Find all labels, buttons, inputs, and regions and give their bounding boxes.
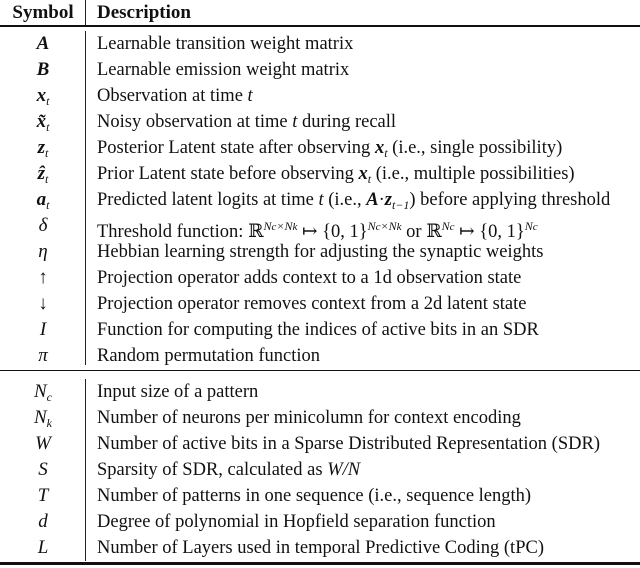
table-row xyxy=(0,291,640,317)
description: Learnable transition weight matrix xyxy=(97,34,354,54)
symbol-T: T xyxy=(37,485,49,506)
symbol-S: S xyxy=(38,459,48,480)
symbol-A: A xyxy=(36,33,50,54)
table-row xyxy=(0,239,640,265)
symbol-N-k: $N_k$ xyxy=(33,407,52,430)
symbol-a-t: $a_t$ xyxy=(36,189,50,212)
header-row xyxy=(0,0,640,26)
table-row xyxy=(0,483,640,509)
symbol-I: I xyxy=(39,319,47,340)
description: Projection operator adds context to a 1d observation state xyxy=(97,268,522,288)
description: Posterior Latent state after observing $x_t$ (i.e., single possibility) xyxy=(97,138,563,160)
description: Degree of polynomial in Hopfield separation function xyxy=(97,512,496,532)
description: Predicted latent logits at time t (i.e., $A\cdot z_{t-1}$) before applying threshold xyxy=(97,190,611,212)
table-row xyxy=(0,109,640,135)
description: Number of neurons per minicolumn for context encoding xyxy=(97,408,521,428)
symbol-pi: π xyxy=(38,345,48,366)
table-row xyxy=(0,187,640,213)
table-row xyxy=(0,135,640,161)
description: Threshold function: ℝ$^{Nc\times Nk}$ ↦ {0, 1}$^{Nc\times Nk}$ or ℝ$^{Nc}$ ↦ {0, 1}$^{Nc}$ xyxy=(97,219,538,242)
description: Number of Layers used in temporal Predictive Coding (tPC) xyxy=(97,538,544,558)
description: Random permutation function xyxy=(97,346,320,366)
header-rule xyxy=(0,25,640,27)
symbol-L: L xyxy=(37,537,49,558)
table-row xyxy=(0,213,640,242)
table-row xyxy=(0,509,640,535)
mid-rule xyxy=(0,370,640,371)
description: Prior Latent state before observing $x_t$ (i.e., multiple possibilities) xyxy=(97,164,575,186)
description: Observation at time t xyxy=(97,86,253,106)
bottom-rule xyxy=(0,562,640,565)
table-row xyxy=(0,431,640,457)
description: Input size of a pattern xyxy=(97,382,259,402)
symbol-z-t: $z_t$ xyxy=(37,137,49,160)
symbol-eta: η xyxy=(38,241,48,262)
table-row xyxy=(0,265,640,291)
table-row xyxy=(0,405,640,431)
symbol-delta: δ xyxy=(38,215,48,236)
arrow-up-icon: ↑ xyxy=(38,267,48,288)
column-separator xyxy=(85,0,86,26)
symbol-z-hat-t: ẑ$_t$ xyxy=(37,163,49,186)
table-row xyxy=(0,457,640,483)
symbol-x-t: $x_t$ xyxy=(36,85,50,108)
header-description: Description xyxy=(97,2,191,23)
symbol-x-tilde-t: $x̃_t$ xyxy=(36,111,50,134)
symbol-d: d xyxy=(38,511,48,532)
table-row xyxy=(0,317,640,343)
symbol-W: W xyxy=(35,433,51,454)
description: Learnable emission weight matrix xyxy=(97,60,350,80)
table-row xyxy=(0,343,640,369)
description: Number of patterns in one sequence (i.e., sequence length) xyxy=(97,486,532,506)
table-row xyxy=(0,31,640,57)
arrow-down-icon: ↓ xyxy=(38,293,48,314)
symbol-N-c: $N_c$ xyxy=(33,381,52,404)
header-symbol: Symbol xyxy=(12,2,74,23)
symbol-B: B xyxy=(36,59,50,80)
description: Hebbian learning strength for adjusting the synaptic weights xyxy=(97,242,544,262)
description: Function for computing the indices of active bits in an SDR xyxy=(97,320,539,340)
description: Projection operator removes context from a 2d latent state xyxy=(97,294,527,314)
description: Number of active bits in a Sparse Distributed Representation (SDR) xyxy=(97,434,600,454)
table-row xyxy=(0,379,640,405)
table-row xyxy=(0,535,640,561)
table-row xyxy=(0,57,640,83)
description: Noisy observation at time t during recall xyxy=(97,112,397,132)
table-row xyxy=(0,161,640,187)
description: Sparsity of SDR, calculated as W/N xyxy=(97,460,361,480)
table-row xyxy=(0,83,640,109)
